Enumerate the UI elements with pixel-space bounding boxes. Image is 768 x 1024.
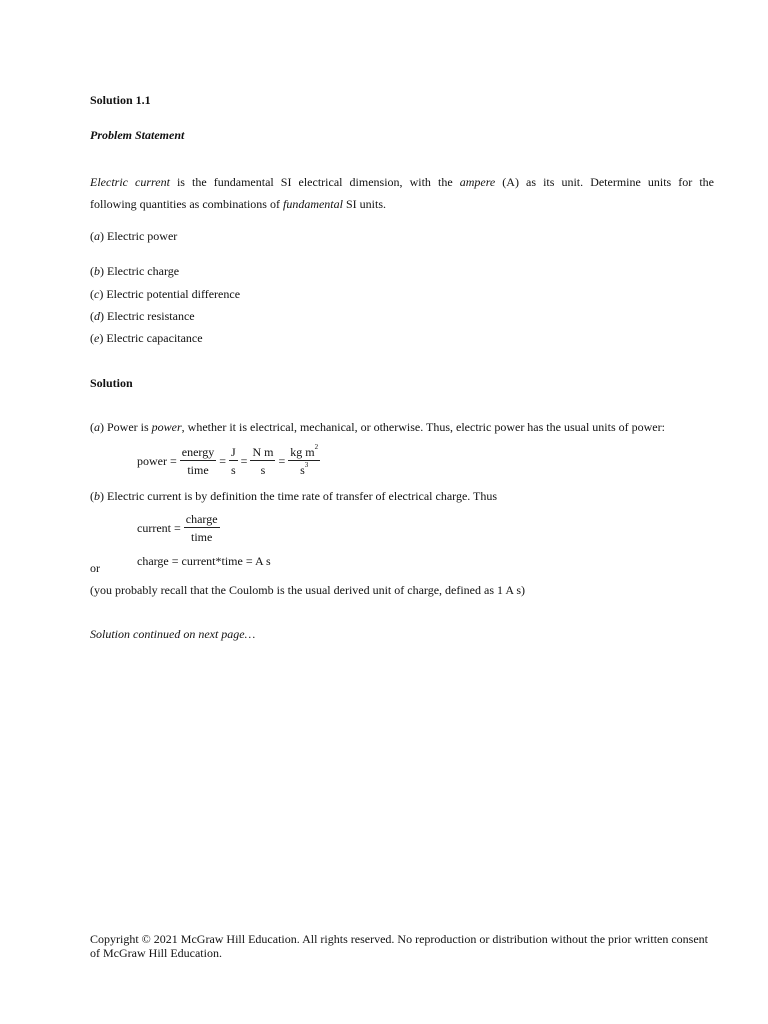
charge-equation: charge = current*time = A s	[137, 554, 271, 568]
term-ampere: ampere	[459, 175, 496, 189]
intro-line-2: following quantities as combinations of fundamental SI units.	[90, 197, 386, 211]
or-label: or	[90, 561, 100, 575]
solution-label: Solution	[90, 376, 133, 390]
problem-intro	[90, 171, 714, 215]
eq-power-lhs: power	[137, 453, 167, 468]
current-equation: current = $\frac{\text{charge}}{\text{time}}$	[137, 512, 218, 544]
fraction-energy-time: $\frac{\text{energy}}{\text{time}}$	[181, 445, 215, 477]
part-a-text: (a) Power is power, whether it is electrical, mechanical, or otherwise. Thus, electric power has the usual units of power:	[90, 420, 665, 434]
term-power: power	[151, 420, 182, 434]
list-item: (a) Electric power	[90, 229, 178, 243]
fraction-kgm2-s3: $\frac{kg m^2}{s^3}$	[290, 443, 319, 477]
term-electric-current: Electric current	[90, 175, 170, 189]
list-item: (b) Electric charge	[90, 264, 180, 278]
solution-heading: Solution 1.1	[90, 93, 151, 107]
continued-note: Solution continued on next page…	[90, 627, 256, 641]
list-item: (d) Electric resistance	[90, 309, 195, 323]
fraction-charge-time: $\frac{\text{charge}}{\text{time}}$	[185, 512, 218, 544]
coulomb-note: (you probably recall that the Coulomb is the usual derived unit of charge, defined as 1 A s)	[90, 583, 526, 597]
fraction-j-s: $\frac{J}{s}$	[231, 445, 236, 477]
part-b-text: (b) Electric current is by definition the time rate of transfer of electrical charge. Thus	[90, 489, 498, 503]
term-fundamental: fundamental	[282, 197, 343, 211]
power-equation: power = $\frac{\text{energy}}{\text{time}}$ = $\frac{J}{s}$ = $\frac{\text{N m}}{s}$ = $\frac{kg m^2}{s^3}$	[137, 443, 319, 477]
fraction-nm-s: $\frac{\text{N m}}{s}$	[252, 445, 274, 477]
list-item: (e) Electric capacitance	[90, 331, 203, 345]
copyright-footer: Copyright © 2021 McGraw Hill Education. All rights reserved. No reproduction or distribution without the prior written consent of McGraw Hill Education.	[90, 932, 709, 960]
list-item: (c) Electric potential difference	[90, 287, 241, 301]
intro-line-1: Electric current is the fundamental SI electrical dimension, with the ampere (A) as its unit. Determine units for the	[90, 175, 714, 189]
problem-statement-label: Problem Statement	[90, 128, 185, 142]
